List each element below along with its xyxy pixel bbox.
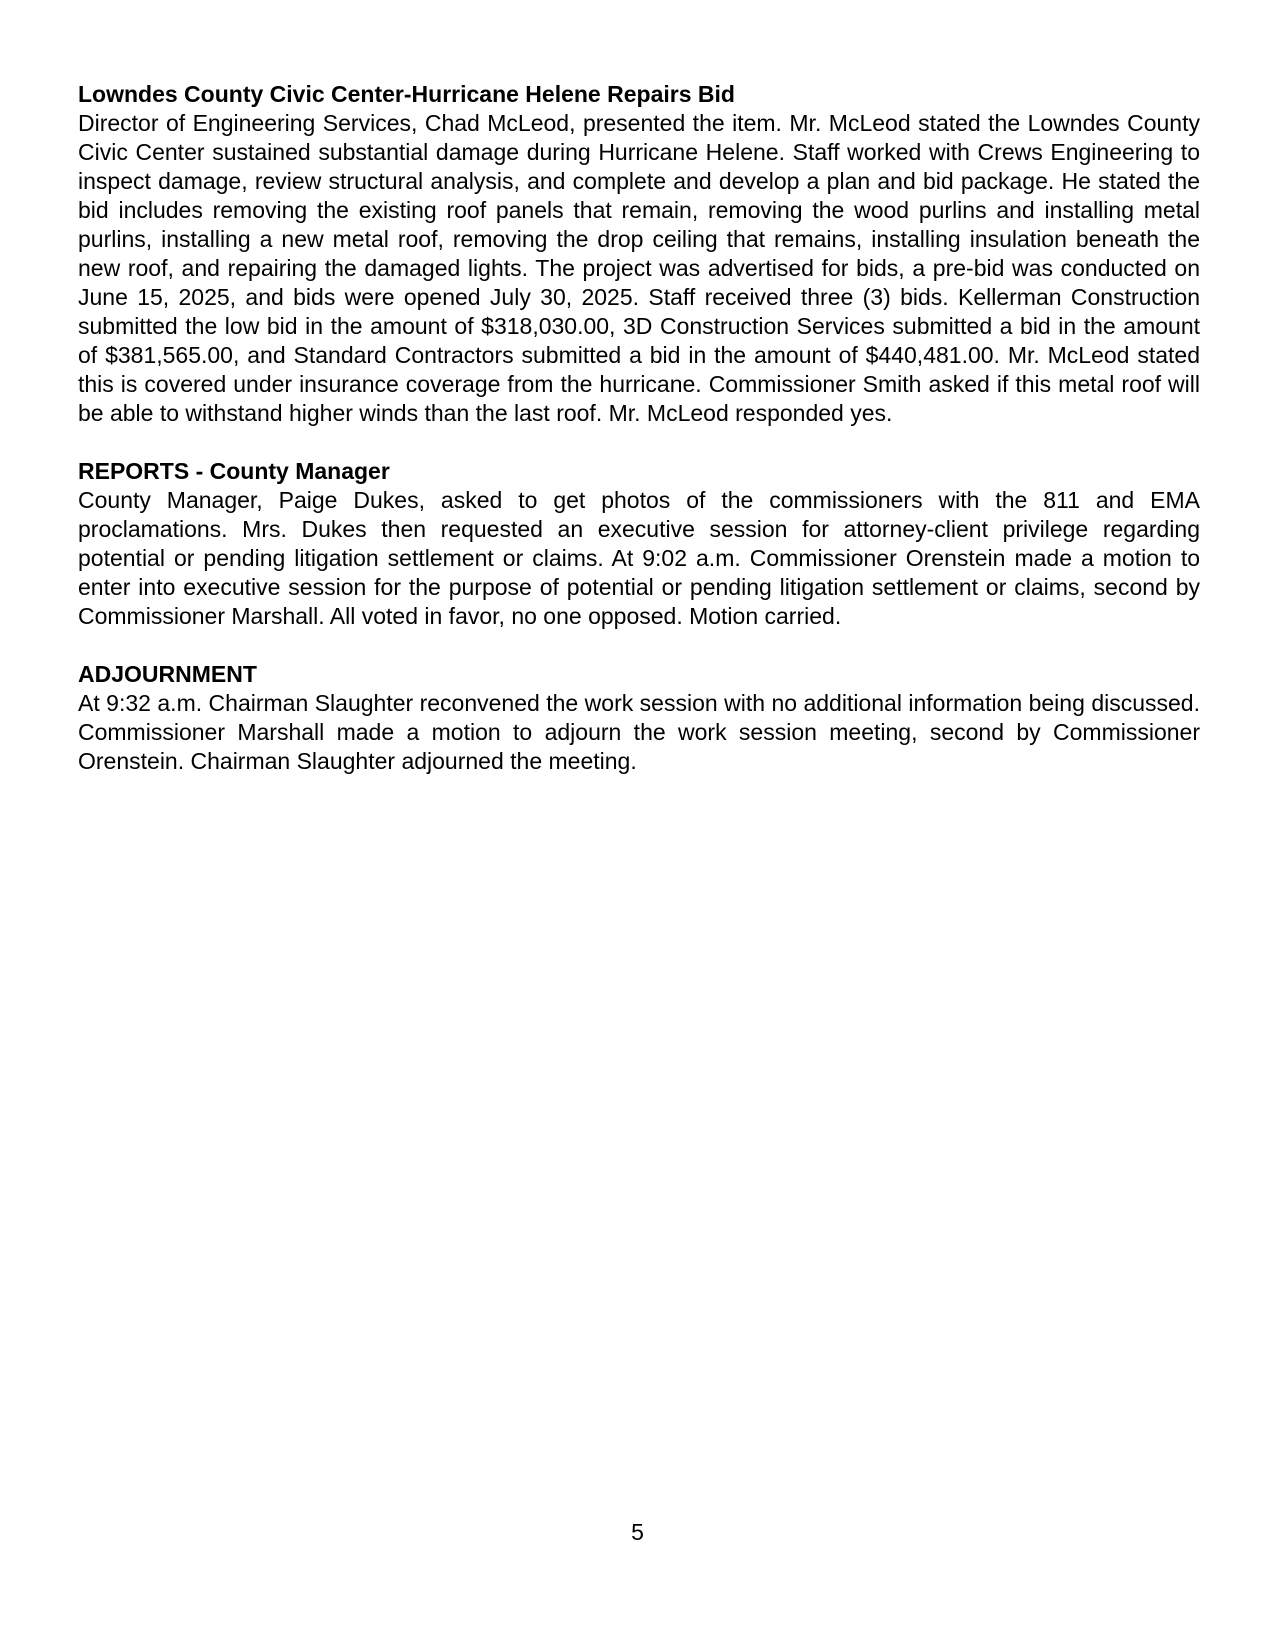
section-body: At 9:32 a.m. Chairman Slaughter reconvened the work session with no additional information being discussed. Commissioner Marshall made a motion to adjourn the work session meeting, second by Commissioner Orenstein. Chairman Slaughter adjourned the meeting. [78, 690, 1200, 774]
section-reports-county-manager [78, 457, 1200, 631]
section-heading: Lowndes County Civic Center-Hurricane Helene Repairs Bid [78, 81, 735, 107]
section-heading: ADJOURNMENT [78, 661, 257, 687]
section-civic-center-repairs-bid [78, 80, 1200, 428]
page-footer [0, 1518, 1275, 1547]
section-adjournment [78, 660, 1200, 776]
page-content [78, 80, 1200, 805]
section-body: Director of Engineering Services, Chad McLeod, presented the item. Mr. McLeod stated the Lowndes County Civic Center sustained substantial damage during Hurricane Helene. Staff worked with Crews Engineering to inspect damage, review structural analysis, and complete and develop a plan and bid package. He stated the bid includes removing the existing roof panels that remain, removing the wood purlins and installing metal purlins, installing a new metal roof, removing the drop ceiling that remains, installing insulation beneath the new roof, and repairing the damaged lights. The project was advertised for bids, a pre-bid was conducted on June 15, 2025, and bids were opened July 30, 2025. Staff received three (3) bids. Kellerman Construction submitted the low bid in the amount of $318,030.00, 3D Construction Services submitted a bid in the amount of $381,565.00, and Standard Contractors submitted a bid in the amount of $440,481.00. Mr. McLeod stated this is covered under insurance coverage from the hurricane. Commissioner Smith asked if this metal roof will be able to withstand higher winds than the last roof. Mr. McLeod responded yes. [78, 110, 1200, 426]
section-body: County Manager, Paige Dukes, asked to get photos of the commissioners with the 811 and EMA proclamations. Mrs. Dukes then requested an executive session for attorney-client privilege regarding potential or pending litigation settlement or claims. At 9:02 a.m. Commissioner Orenstein made a motion to enter into executive session for the purpose of potential or pending litigation settlement or claims, second by Commissioner Marshall. All voted in favor, no one opposed. Motion carried. [78, 487, 1200, 629]
page-number: 5 [631, 1519, 644, 1545]
section-heading: REPORTS - County Manager [78, 458, 390, 484]
